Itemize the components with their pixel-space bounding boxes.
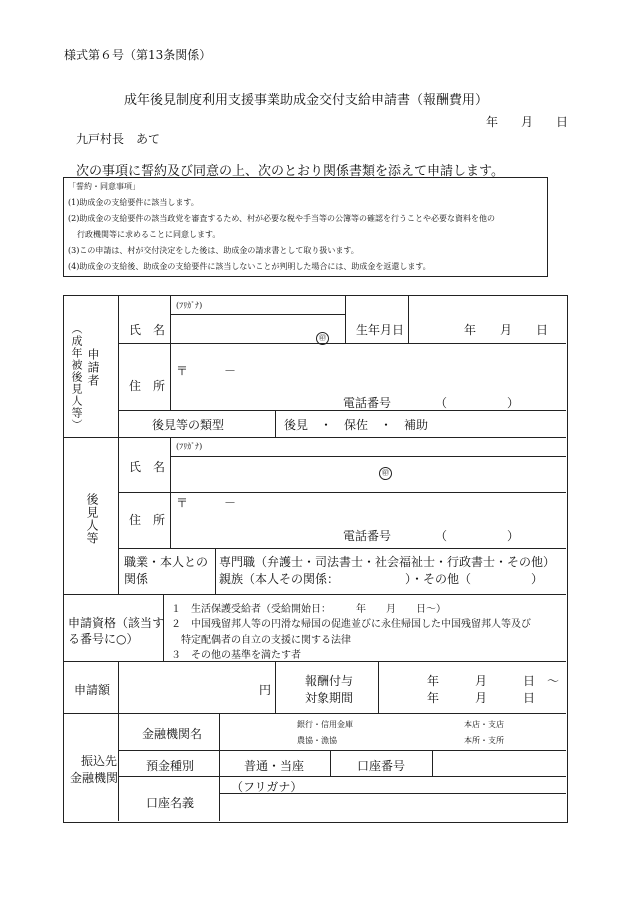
form-number: 様式第６号（第13条関係） [64,48,212,62]
eligibility-item-1[interactable]: １ 生活保護受給者（受給開始日： 年 月 日～） [171,604,446,615]
applicant-postal[interactable]: 〒 － [176,364,237,378]
period-label-1: 報酬付与 [305,674,354,688]
applicant-phone-value[interactable]: （ ） [435,396,520,410]
guardian-name-label: 氏 名 [129,460,166,474]
account-holder-label: 口座名義 [146,796,195,810]
guardian-relation-professional[interactable]: 専門職（弁護士・司法書士・社会福祉士・行政書士・その他） [219,555,556,569]
period-to[interactable]: 年 月 日 [427,691,536,705]
document-title: 成年後見制度利用支援事業助成金交付支給申請書（報酬費用） [124,93,489,108]
period-label-2: 対象期間 [305,691,354,705]
guardianship-type-label: 後見等の類型 [152,418,225,432]
account-holder-furigana: （フリガナ） [231,780,303,794]
guardian-relation-label-2: 関係 [124,572,149,586]
guardian-seal: ㊞ [379,467,392,480]
guardian-phone-value[interactable]: （ ） [435,529,520,543]
institution-types-2[interactable]: 農協・漁協 [297,736,337,745]
applicant-furigana-label: (ﾌﾘｶﾞﾅ) [176,301,203,310]
guardian-address-label: 住 所 [129,513,166,527]
branch-types-2[interactable]: 本所・支所 [464,736,504,745]
guardian-phone-label: 電話番号 [343,529,392,543]
applicant-section-sub: （成年被後見人等） [70,323,83,431]
eligibility-item-2[interactable]: ２ 中国残留邦人等の円滑な帰国の促進並びに永住帰国した中国残留邦人等及び [171,619,531,630]
applicant-section-label: 申請者 [86,348,100,387]
recipient: 九戸村長 あて [76,132,161,146]
pledge-item-1: (1)助成金の支給要件に該当します。 [68,198,199,207]
applicant-address-label: 住 所 [129,379,166,393]
deposit-type-label: 預金種別 [146,759,195,773]
intro-text: 次の事項に誓約及び同意の上、次のとおり関係書類を添えて申請します。 [76,164,504,179]
eligibility-label-2: る番号に○） [68,632,139,646]
account-number-label: 口座番号 [357,759,406,773]
applicant-phone-label: 電話番号 [343,396,392,410]
guardian-postal[interactable]: 〒 － [176,496,237,510]
account-holder-input[interactable] [221,795,564,819]
date-day: 日 [556,115,569,129]
pledge-item-2: (2)助成金の支給要件の該当政党を審査するため、村が必要な税や手当等の公簿等の確認を行うことや必要な資料を他の [68,214,496,223]
applicant-name-label: 氏 名 [129,323,166,337]
pledge-item-3: (3)この申請は、村が交付決定をした後は、助成金の請求書として取り扱います。 [68,246,359,255]
applicant-seal: ㊞ [316,332,329,345]
guardian-name-input[interactable] [172,458,564,490]
guardianship-type-options[interactable]: 後見 ・ 保佐 ・ 補助 [284,418,429,432]
applicant-dob-label: 生年月日 [356,323,405,337]
date-month: 月 [521,115,534,129]
guardian-relation-label-1: 職業・本人との [124,555,209,569]
guardian-relation-family[interactable]: 親族（本人その関係： ）・その他（ ） [219,572,544,586]
amount-unit: 円 [259,683,272,697]
guardian-section-label: 後見人等 [85,493,99,545]
pledge-heading: 「誓約・同意事項」 [68,182,140,191]
guardian-furigana-label: (ﾌﾘｶﾞﾅ) [176,442,203,451]
eligibility-label-1: 申請資格（該当す [68,616,165,630]
period-from[interactable]: 年 月 日 ～ [427,674,560,688]
pledge-item-4: (4)助成金の支給後、助成金の支給要件に該当しないことが判明した場合には、助成金を返還します。 [68,262,431,271]
deposit-type-options[interactable]: 普通・当座 [244,759,305,773]
institution-label: 金融機関名 [142,727,203,741]
date-year: 年 [486,115,499,129]
eligibility-item-2-cont: 特定配偶者の自立の支援に関する法律 [181,635,351,646]
bank-section-label-1: 振込先 [81,754,118,768]
amount-input[interactable] [122,664,256,710]
eligibility-item-3[interactable]: ３ その他の基準を満たす者 [171,650,301,661]
pledge-item-2-cont: 行政機関等に求めることに同意します。 [77,230,221,239]
applicant-dob-value[interactable]: 年 月 日 [464,323,549,337]
branch-types-1[interactable]: 本店・支店 [464,720,504,729]
bank-section-label-2: 金融機関 [70,771,119,785]
amount-label: 申請額 [74,683,111,697]
institution-types-1[interactable]: 銀行・信用金庫 [297,720,353,729]
account-number-input[interactable] [434,752,564,774]
